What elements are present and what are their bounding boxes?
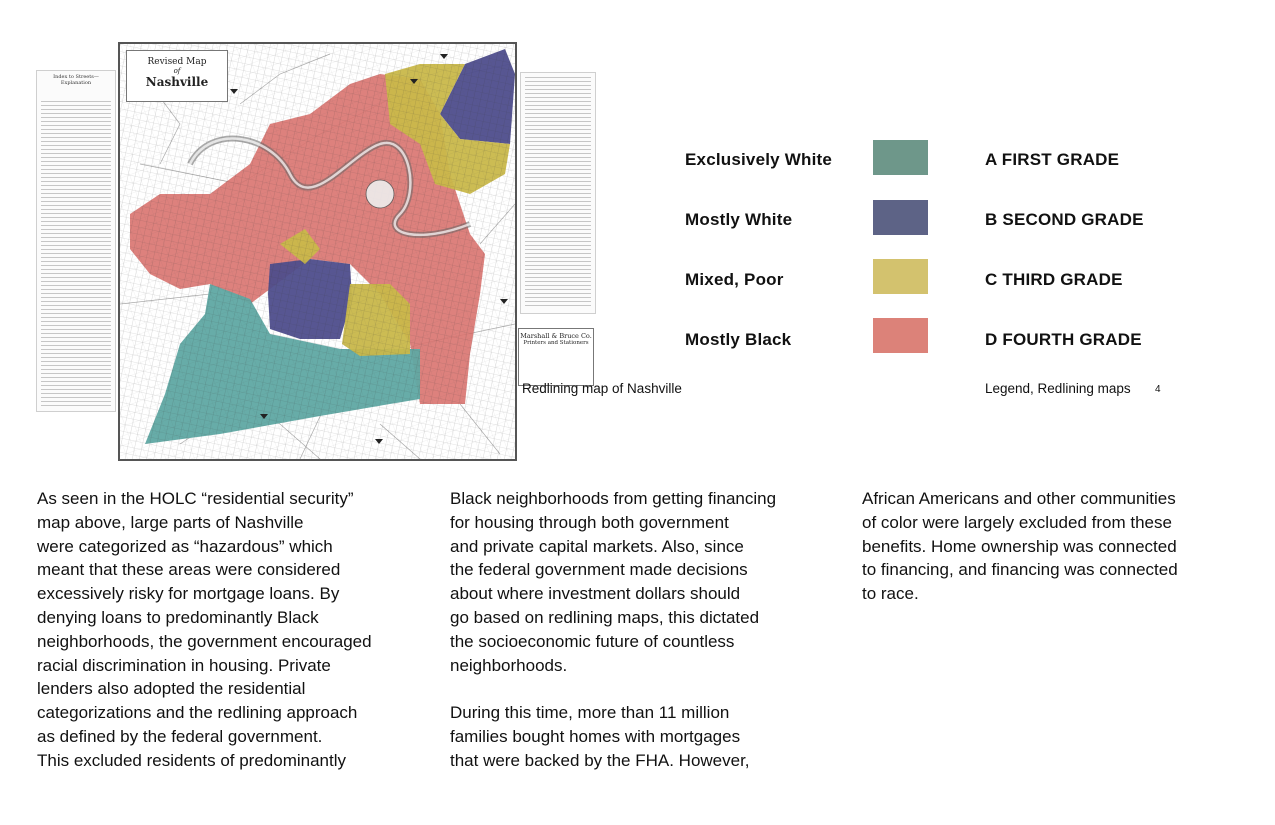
street-index-right xyxy=(520,72,596,314)
redlining-map-figure xyxy=(36,40,596,460)
map-caption: Redlining map of Nashville xyxy=(522,381,682,396)
street-index-title: Index to Streets—Explanation xyxy=(53,74,99,86)
street-grid-secondary xyxy=(120,44,515,459)
legend-caption: Legend, Redlining maps xyxy=(985,381,1131,396)
body-column-3 xyxy=(862,487,1247,606)
street-index-lines xyxy=(41,101,111,407)
nashville-map-sheet xyxy=(118,42,517,461)
street-index-lines-right xyxy=(525,77,591,309)
legend-label-a: Exclusively White xyxy=(685,150,833,169)
legend-swatch-b xyxy=(873,200,928,235)
map-title-line-2: of xyxy=(173,67,181,75)
map-title-box xyxy=(126,50,228,102)
body-column-2 xyxy=(450,487,835,773)
downtown-core xyxy=(366,180,394,208)
legend-grade-a: A FIRST GRADE xyxy=(985,150,1120,169)
body-paragraph: During this time, more than 11 million families bought homes with mortgages that were backed by the FHA. However, xyxy=(450,703,750,770)
body-paragraph: As seen in the HOLC “residential security” map above, large parts of Nashville were categorized as “hazardous” which meant that these areas were considered excessively risky for mortgage loans. By denying loans to predominantly Black neighborhoods, the government encouraged racial discrimination in housing. Private lenders also adopted the residential categorizations and the redlining approach as defined by the federal government. This excluded residents of predominantly xyxy=(37,489,372,770)
legend-label-b: Mostly White xyxy=(685,210,793,229)
map-title-line-1: Revised Map xyxy=(147,57,207,67)
legend-grade-c: C THIRD GRADE xyxy=(985,270,1123,289)
legend-swatch-a xyxy=(873,140,928,175)
legend-grade-b: B SECOND GRADE xyxy=(985,210,1144,229)
nashville-map-image xyxy=(120,44,515,459)
legend-label-c: Mixed, Poor xyxy=(685,270,784,289)
printer-name: Marshall & Bruce Co. xyxy=(520,332,592,340)
page-number: 4 xyxy=(1155,384,1161,395)
legend-swatch-c xyxy=(873,259,928,294)
map-title-line-3: Nashville xyxy=(145,75,209,89)
body-column-1 xyxy=(37,487,422,773)
legend-label-d: Mostly Black xyxy=(685,330,792,349)
legend-grade-d: D FOURTH GRADE xyxy=(985,330,1142,349)
body-paragraph: African Americans and other communities of color were largely excluded from these benefits. Home ownership was connected to financing, and financing was connected to race. xyxy=(862,489,1178,604)
printer-subtitle: Printers and Stationers xyxy=(523,340,589,346)
printer-imprint xyxy=(518,328,594,386)
street-index-left xyxy=(36,70,116,412)
body-paragraph: Black neighborhoods from getting financing for housing through both government and private capital markets. Also, since the federal government made decisions about where investment dollars should go based on redlining maps, this dictated the socioeconomic future of countless neighborhoods. xyxy=(450,489,777,675)
legend-swatch-d xyxy=(873,318,928,353)
